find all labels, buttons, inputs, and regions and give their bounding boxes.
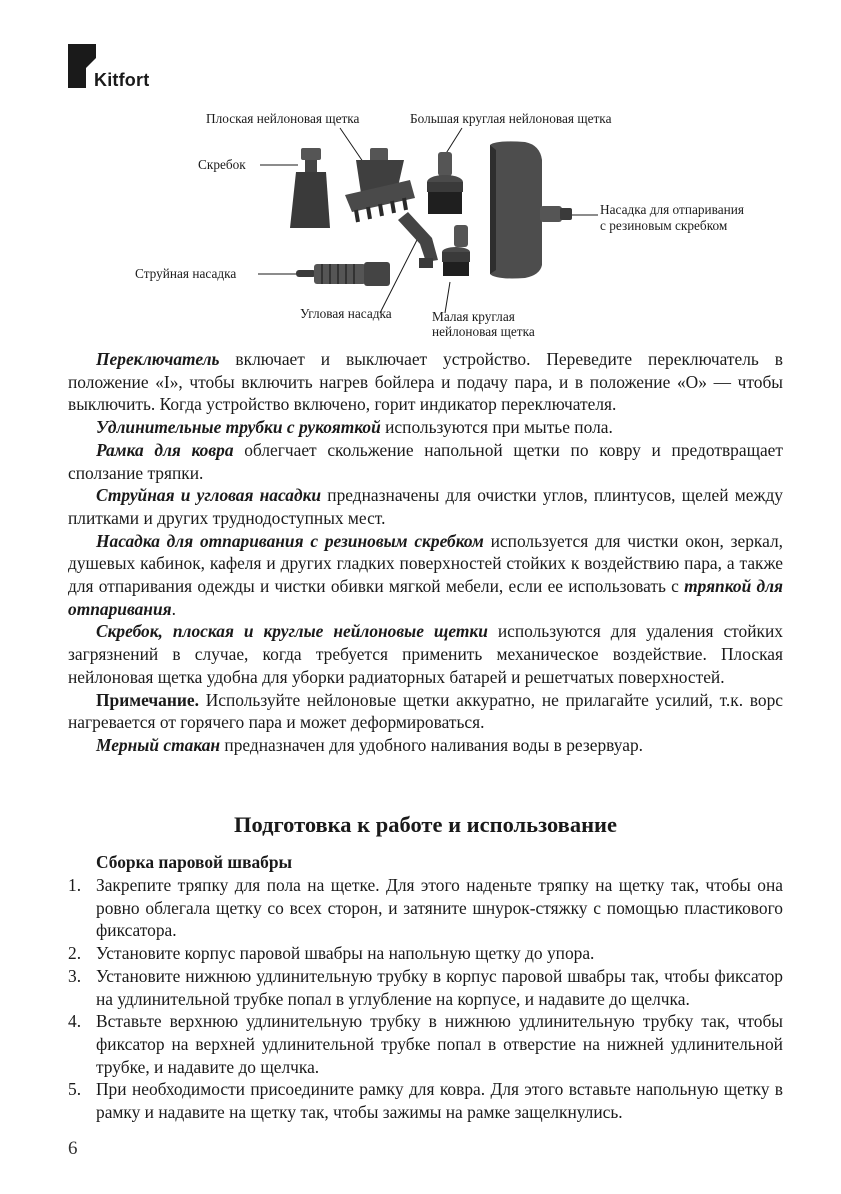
large-round-brush-illustration <box>427 152 463 214</box>
step-text: При необходимости присоедините рамку для ковра. Для этого вставьте напольную щетку в рамку и надавите на щетку так, чтобы зажимы на рамке защелкнулись. <box>96 1079 783 1123</box>
paragraph-text-end: . <box>171 598 176 619</box>
paragraph-text: используются при мытье пола. <box>380 417 613 438</box>
label-small-round-brush-line2: нейлоновая щетка <box>432 324 535 339</box>
paragraph-switch <box>68 348 783 416</box>
assembly-steps <box>68 874 783 1124</box>
label-small-round-brush-line1: Малая круглая <box>432 309 515 324</box>
paragraph-measuring-cup <box>68 734 783 757</box>
brand-name: Kitfort <box>94 70 150 90</box>
note-label: Примечание. <box>96 689 199 710</box>
label-flat-nylon-brush: Плоская нейлоновая щетка <box>206 111 360 126</box>
term-extension-tubes: Удлинительные трубки с рукояткой <box>96 417 381 438</box>
angle-nozzle-illustration <box>398 212 438 268</box>
step-text: Установите корпус паровой швабры на напольную щетку до упора. <box>96 943 595 964</box>
subheading: Сборка паровой швабры <box>96 852 293 872</box>
term-switch: Переключатель <box>96 349 220 369</box>
paragraph-text: предназначены для очистки углов, плинтусов, щелей между плитками и других труднодоступных мест. <box>68 485 784 528</box>
attachments-figure <box>0 100 841 350</box>
list-item <box>68 942 783 965</box>
step-number: 2. <box>68 943 82 964</box>
step-text: Установите нижнюю удлинительную трубку в корпус паровой швабры так, чтобы фиксатор на удлинительной трубке попал в углубление на корпусе, и надавите до щелчка. <box>96 965 783 1009</box>
paragraph-text: используется для чистки окон, зеркал, душевых кабинок, кафеля и других гладких поверхностей стойких к воздействию пара, а также для отпаривания одежды и чистки обивки мягкой мебели, если ее использовать с <box>68 530 783 597</box>
kitfort-logo <box>68 44 178 92</box>
jet-nozzle-illustration <box>296 262 390 286</box>
step-text: Вставьте верхнюю удлинительную трубку в нижнюю удлинительную трубку так, чтобы фиксатор на верхней удлинительной трубке попал в отверстие на нижней удлинительной трубке, и надавите до щелчка. <box>96 1011 783 1077</box>
paragraph-text: используются для удаления стойких загрязнений в случае, когда требуется применить механическое воздействие. Плоская нейлоновая щетка удобна для уборки радиаторных батарей и решетчатых поверхностей. <box>68 621 783 687</box>
label-large-round-brush: Большая круглая нейлоновая щетка <box>410 111 612 126</box>
step-number: 5. <box>68 1079 82 1100</box>
scraper-illustration <box>290 148 330 228</box>
description-text <box>68 348 783 757</box>
paragraph-steam-nozzle <box>68 530 783 621</box>
term-steam-cloth: тряпкой для отпаривания <box>68 576 783 619</box>
paragraph-text: облегчает скольжение напольной щетки по ковру и предотвращает сползание тряпки. <box>68 439 784 483</box>
term-brushes: Скребок, плоская и круглые нейлоновые щетки <box>96 621 488 642</box>
step-number: 3. <box>68 965 82 986</box>
small-round-brush-illustration <box>442 225 470 276</box>
step-text: Закрепите тряпку для пола на щетке. Для этого наденьте тряпку на щетку так, чтобы она ровно облегала щетку со всех сторон, и затяните шнурок-стяжку с помощью пластикового фиксатора. <box>96 875 783 941</box>
term-carpet-frame: Рамка для ковра <box>96 439 234 460</box>
label-scraper: Скребок <box>198 157 246 172</box>
term-steam-nozzle: Насадка для отпаривания с резиновым скребком <box>96 530 484 551</box>
steam-nozzle-illustration <box>490 141 572 278</box>
label-steam-nozzle-line2: с резиновым скребком <box>600 218 728 233</box>
label-angle-nozzle: Угловая насадка <box>300 306 392 321</box>
step-number: 4. <box>68 1011 82 1032</box>
section-title: Подготовка к работе и использование <box>233 812 617 837</box>
paragraph-note <box>68 689 783 734</box>
paragraph-brushes <box>68 620 783 688</box>
list-item <box>68 1078 783 1123</box>
label-steam-nozzle-line1: Насадка для отпаривания <box>600 202 744 217</box>
paragraph-carpet-frame <box>68 439 783 484</box>
step-number: 1. <box>68 875 82 895</box>
page-number: 6 <box>68 1138 78 1159</box>
paragraph-text: Используйте нейлоновые щетки аккуратно, не прилагайте усилий, т.к. ворс нагревается от горячего пара и может деформироваться. <box>68 689 783 733</box>
label-jet-nozzle: Струйная насадка <box>135 266 237 281</box>
list-item <box>68 874 783 942</box>
list-item <box>68 1010 783 1078</box>
list-item <box>68 965 783 1010</box>
paragraph-extension-tubes <box>68 416 783 439</box>
flat-nylon-brush-illustration <box>345 148 415 222</box>
paragraph-text: включает и выключает устройство. Переведите переключатель в положение «I», чтобы включить нагрев бойлера и подачу пара, и в положение «O» — чтобы выключить. Когда устройство включено, горит индикатор переключателя. <box>68 349 783 415</box>
term-measuring-cup: Мерный стакан <box>96 734 221 755</box>
paragraph-jet-angle-nozzles <box>68 484 783 529</box>
paragraph-text: предназначен для удобного наливания воды в резервуар. <box>220 734 643 755</box>
term-jet-angle-nozzles: Струйная и угловая насадки <box>96 485 322 506</box>
